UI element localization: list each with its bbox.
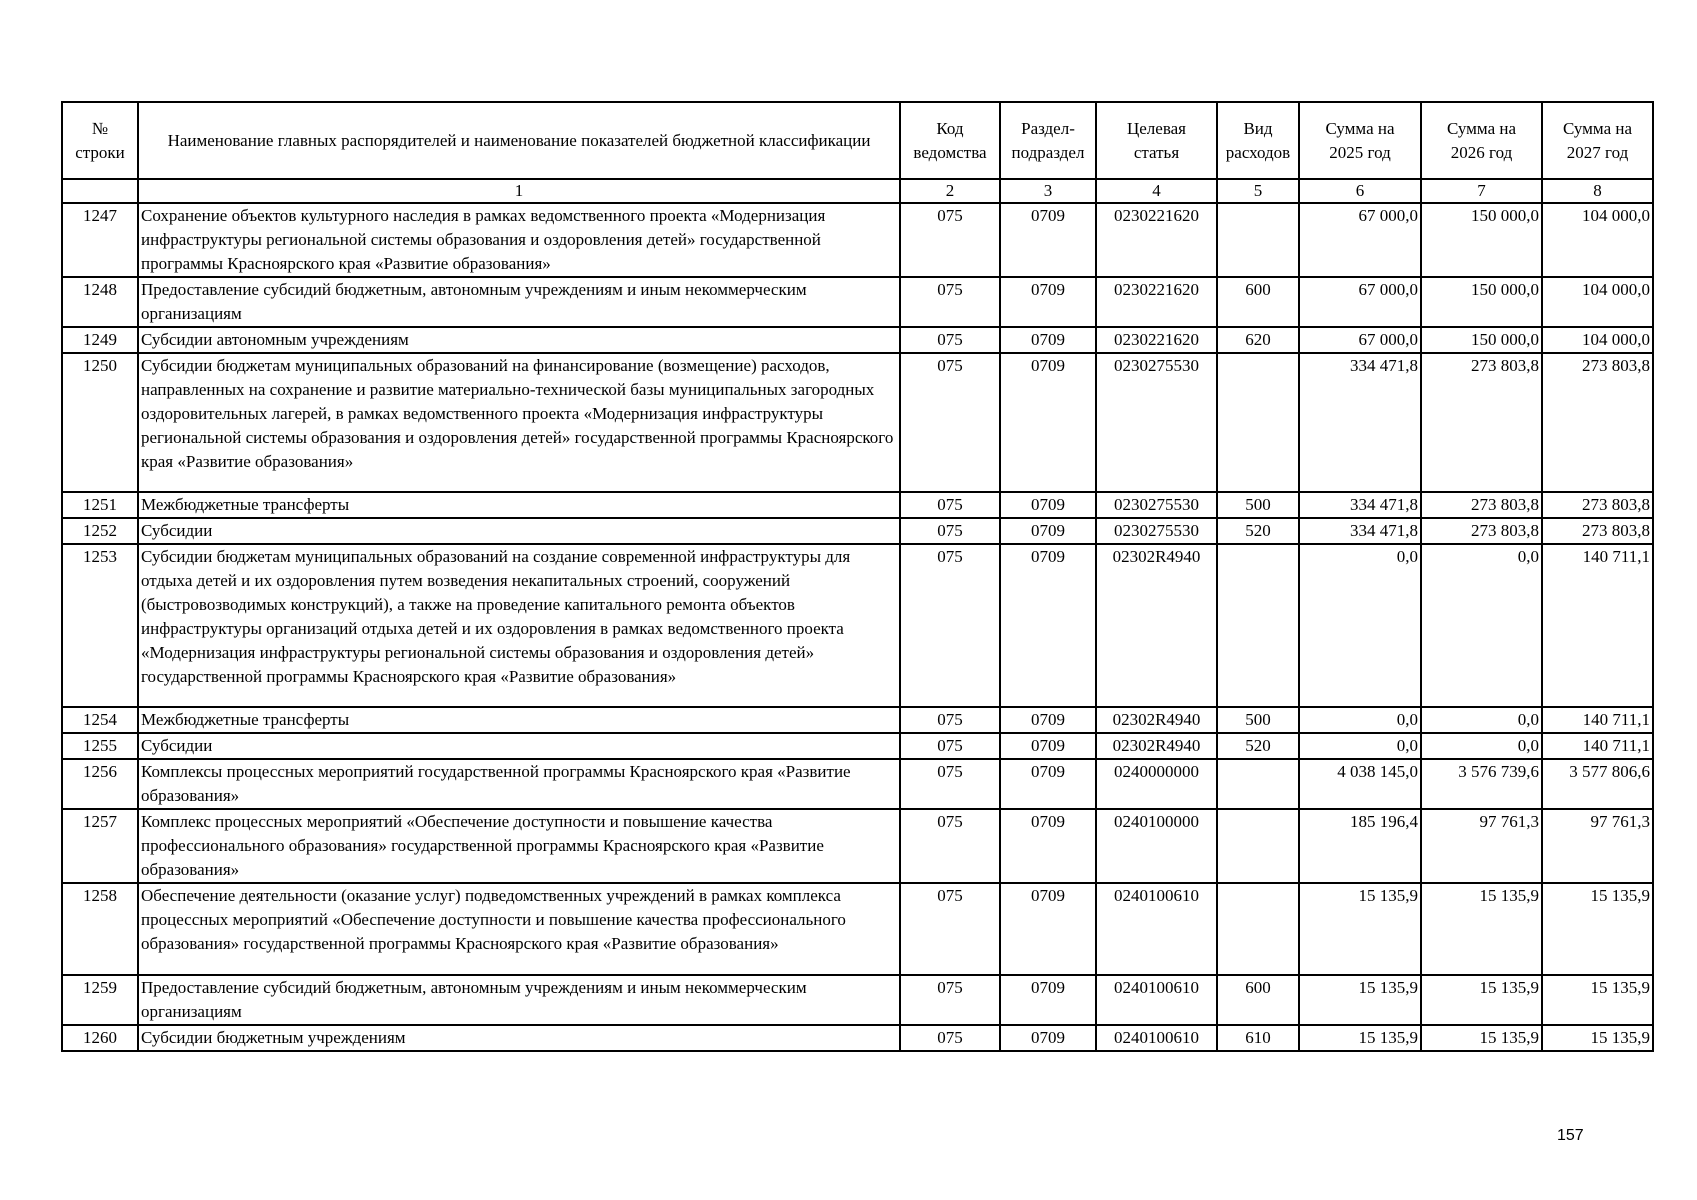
sum-2027: 15 135,9 [1542,1025,1653,1051]
table-row [62,492,1653,518]
expense-type: 520 [1217,518,1299,544]
header-row-number: № строки [62,102,138,179]
sum-2026: 150 000,0 [1421,203,1542,277]
sum-2025: 0,0 [1299,707,1421,733]
header-sum-2026: Сумма на 2026 год [1421,102,1542,179]
dept-code: 075 [900,518,1000,544]
sum-2025: 0,0 [1299,544,1421,707]
target-item: 0240100000 [1096,809,1217,883]
sum-2027: 273 803,8 [1542,518,1653,544]
sum-2027: 97 761,3 [1542,809,1653,883]
section-code: 0709 [1000,544,1096,707]
dept-code: 075 [900,492,1000,518]
sum-2027: 104 000,0 [1542,277,1653,327]
expense-type: 520 [1217,733,1299,759]
row-name: Комплекс процессных мероприятий «Обеспечение доступности и повышение качества профессионального образования» государственной программы Красноярского края «Развитие образования» [138,809,900,883]
header-dept-code: Код ведомства [900,102,1000,179]
sum-2027: 104 000,0 [1542,327,1653,353]
section-code: 0709 [1000,759,1096,809]
section-code: 0709 [1000,353,1096,492]
expense-type [1217,203,1299,277]
expense-type: 500 [1217,707,1299,733]
sum-2027: 273 803,8 [1542,492,1653,518]
sum-2026: 3 576 739,6 [1421,759,1542,809]
target-item: 0230221620 [1096,327,1217,353]
dept-code: 075 [900,707,1000,733]
dept-code: 075 [900,327,1000,353]
header-sum-2027: Сумма на 2027 год [1542,102,1653,179]
row-number: 1258 [62,883,138,975]
target-item: 0230275530 [1096,518,1217,544]
target-item: 0240000000 [1096,759,1217,809]
sum-2025: 334 471,8 [1299,492,1421,518]
table-row [62,809,1653,883]
expense-type [1217,759,1299,809]
section-code: 0709 [1000,809,1096,883]
sum-2026: 273 803,8 [1421,518,1542,544]
row-name: Обеспечение деятельности (оказание услуг) подведомственных учреждений в рамках комплекса процессных мероприятий «Обеспечение доступности и повышение качества профессионального образования» государственной программы Красноярского края «Развитие образования» [138,883,900,975]
section-code: 0709 [1000,883,1096,975]
row-name: Комплексы процессных мероприятий государственной программы Красноярского края «Развитие образования» [138,759,900,809]
sum-2025: 334 471,8 [1299,353,1421,492]
table-row [62,544,1653,707]
sum-2025: 67 000,0 [1299,203,1421,277]
row-number: 1252 [62,518,138,544]
expense-type: 500 [1217,492,1299,518]
target-item: 0230221620 [1096,277,1217,327]
sum-2025: 67 000,0 [1299,327,1421,353]
dept-code: 075 [900,975,1000,1025]
dept-code: 075 [900,759,1000,809]
header-row [62,102,1653,179]
row-number: 1247 [62,203,138,277]
row-number: 1251 [62,492,138,518]
target-item: 0230275530 [1096,353,1217,492]
column-number: 2 [900,179,1000,203]
table-row [62,975,1653,1025]
sum-2026: 150 000,0 [1421,277,1542,327]
table-row [62,518,1653,544]
row-number: 1259 [62,975,138,1025]
table-row [62,203,1653,277]
dept-code: 075 [900,277,1000,327]
sum-2027: 140 711,1 [1542,544,1653,707]
sum-2025: 4 038 145,0 [1299,759,1421,809]
sum-2027: 15 135,9 [1542,883,1653,975]
expense-type: 600 [1217,975,1299,1025]
column-number-row [62,179,1653,203]
row-name: Предоставление субсидий бюджетным, автономным учреждениям и иным некоммерческим организациям [138,277,900,327]
section-code: 0709 [1000,733,1096,759]
sum-2027: 140 711,1 [1542,733,1653,759]
expense-type: 610 [1217,1025,1299,1051]
dept-code: 075 [900,1025,1000,1051]
row-name: Сохранение объектов культурного наследия в рамках ведомственного проекта «Модернизация инфраструктуры региональной системы образования и оздоровления детей» государственной программы Красноярского края «Развитие образования» [138,203,900,277]
dept-code: 075 [900,733,1000,759]
section-code: 0709 [1000,203,1096,277]
sum-2025: 15 135,9 [1299,975,1421,1025]
sum-2026: 15 135,9 [1421,975,1542,1025]
sum-2026: 150 000,0 [1421,327,1542,353]
target-item: 0240100610 [1096,1025,1217,1051]
sum-2027: 140 711,1 [1542,707,1653,733]
section-code: 0709 [1000,707,1096,733]
header-sum-2025: Сумма на 2025 год [1299,102,1421,179]
target-item: 0240100610 [1096,975,1217,1025]
row-number: 1257 [62,809,138,883]
column-number: 7 [1421,179,1542,203]
row-name: Межбюджетные трансферты [138,492,900,518]
sum-2025: 15 135,9 [1299,1025,1421,1051]
table-row [62,707,1653,733]
row-number: 1260 [62,1025,138,1051]
dept-code: 075 [900,544,1000,707]
sum-2026: 0,0 [1421,707,1542,733]
row-name: Субсидии [138,518,900,544]
row-name: Субсидии бюджетам муниципальных образований на финансирование (возмещение) расходов, направленных на сохранение и развитие материально-технической базы муниципальных загородных оздоровительных лагерей, в рамках ведомственного проекта «Модернизация инфраструктуры региональной системы образования и оздоровления детей» государственной программы Красноярского края «Развитие образования» [138,353,900,492]
column-number: 3 [1000,179,1096,203]
row-name: Субсидии [138,733,900,759]
column-number: 1 [138,179,900,203]
sum-2027: 104 000,0 [1542,203,1653,277]
expense-type [1217,544,1299,707]
expense-type [1217,883,1299,975]
section-code: 0709 [1000,277,1096,327]
sum-2026: 273 803,8 [1421,492,1542,518]
sum-2025: 185 196,4 [1299,809,1421,883]
column-number: 5 [1217,179,1299,203]
row-number: 1249 [62,327,138,353]
section-code: 0709 [1000,327,1096,353]
table-row [62,353,1653,492]
target-item: 02302R4940 [1096,733,1217,759]
sum-2025: 0,0 [1299,733,1421,759]
page-number: 157 [1557,1127,1584,1144]
dept-code: 075 [900,809,1000,883]
dept-code: 075 [900,883,1000,975]
row-name: Субсидии бюджетным учреждениям [138,1025,900,1051]
section-code: 0709 [1000,518,1096,544]
column-number-blank [62,179,138,203]
sum-2026: 0,0 [1421,544,1542,707]
section-code: 0709 [1000,492,1096,518]
expense-type [1217,809,1299,883]
section-code: 0709 [1000,1025,1096,1051]
header-section: Раздел- подраздел [1000,102,1096,179]
budget-table [61,101,1654,1052]
dept-code: 075 [900,203,1000,277]
column-number: 6 [1299,179,1421,203]
sum-2026: 97 761,3 [1421,809,1542,883]
expense-type: 620 [1217,327,1299,353]
row-number: 1256 [62,759,138,809]
column-number: 4 [1096,179,1217,203]
header-target-item: Целевая статья [1096,102,1217,179]
expense-type: 600 [1217,277,1299,327]
row-number: 1250 [62,353,138,492]
dept-code: 075 [900,353,1000,492]
sum-2025: 67 000,0 [1299,277,1421,327]
row-name: Субсидии бюджетам муниципальных образований на создание современной инфраструктуры для отдыха детей и их оздоровления путем возведения некапитальных строений, сооружений (быстровозводимых конструкций), а также на проведение капитального ремонта объектов инфраструктуры организаций отдыха детей и их оздоровления в рамках ведомственного проекта «Модернизация инфраструктуры региональной системы образования и оздоровления детей» государственной программы Красноярского края «Развитие образования» [138,544,900,707]
target-item: 0230221620 [1096,203,1217,277]
row-number: 1248 [62,277,138,327]
row-number: 1253 [62,544,138,707]
table-row [62,327,1653,353]
header-name: Наименование главных распорядителей и наименование показателей бюджетной классификации [138,102,900,179]
table-row [62,759,1653,809]
column-number: 8 [1542,179,1653,203]
sum-2025: 15 135,9 [1299,883,1421,975]
row-name: Межбюджетные трансферты [138,707,900,733]
row-name: Предоставление субсидий бюджетным, автономным учреждениям и иным некоммерческим организациям [138,975,900,1025]
row-number: 1254 [62,707,138,733]
sum-2026: 273 803,8 [1421,353,1542,492]
sum-2027: 273 803,8 [1542,353,1653,492]
target-item: 02302R4940 [1096,544,1217,707]
table-row [62,733,1653,759]
header-expense-type: Вид расходов [1217,102,1299,179]
sum-2027: 15 135,9 [1542,975,1653,1025]
table-row [62,883,1653,975]
target-item: 02302R4940 [1096,707,1217,733]
sum-2026: 15 135,9 [1421,1025,1542,1051]
section-code: 0709 [1000,975,1096,1025]
sum-2026: 15 135,9 [1421,883,1542,975]
table-row [62,1025,1653,1051]
sum-2027: 3 577 806,6 [1542,759,1653,809]
target-item: 0230275530 [1096,492,1217,518]
target-item: 0240100610 [1096,883,1217,975]
sum-2025: 334 471,8 [1299,518,1421,544]
expense-type [1217,353,1299,492]
sum-2026: 0,0 [1421,733,1542,759]
table-row [62,277,1653,327]
row-name: Субсидии автономным учреждениям [138,327,900,353]
row-number: 1255 [62,733,138,759]
